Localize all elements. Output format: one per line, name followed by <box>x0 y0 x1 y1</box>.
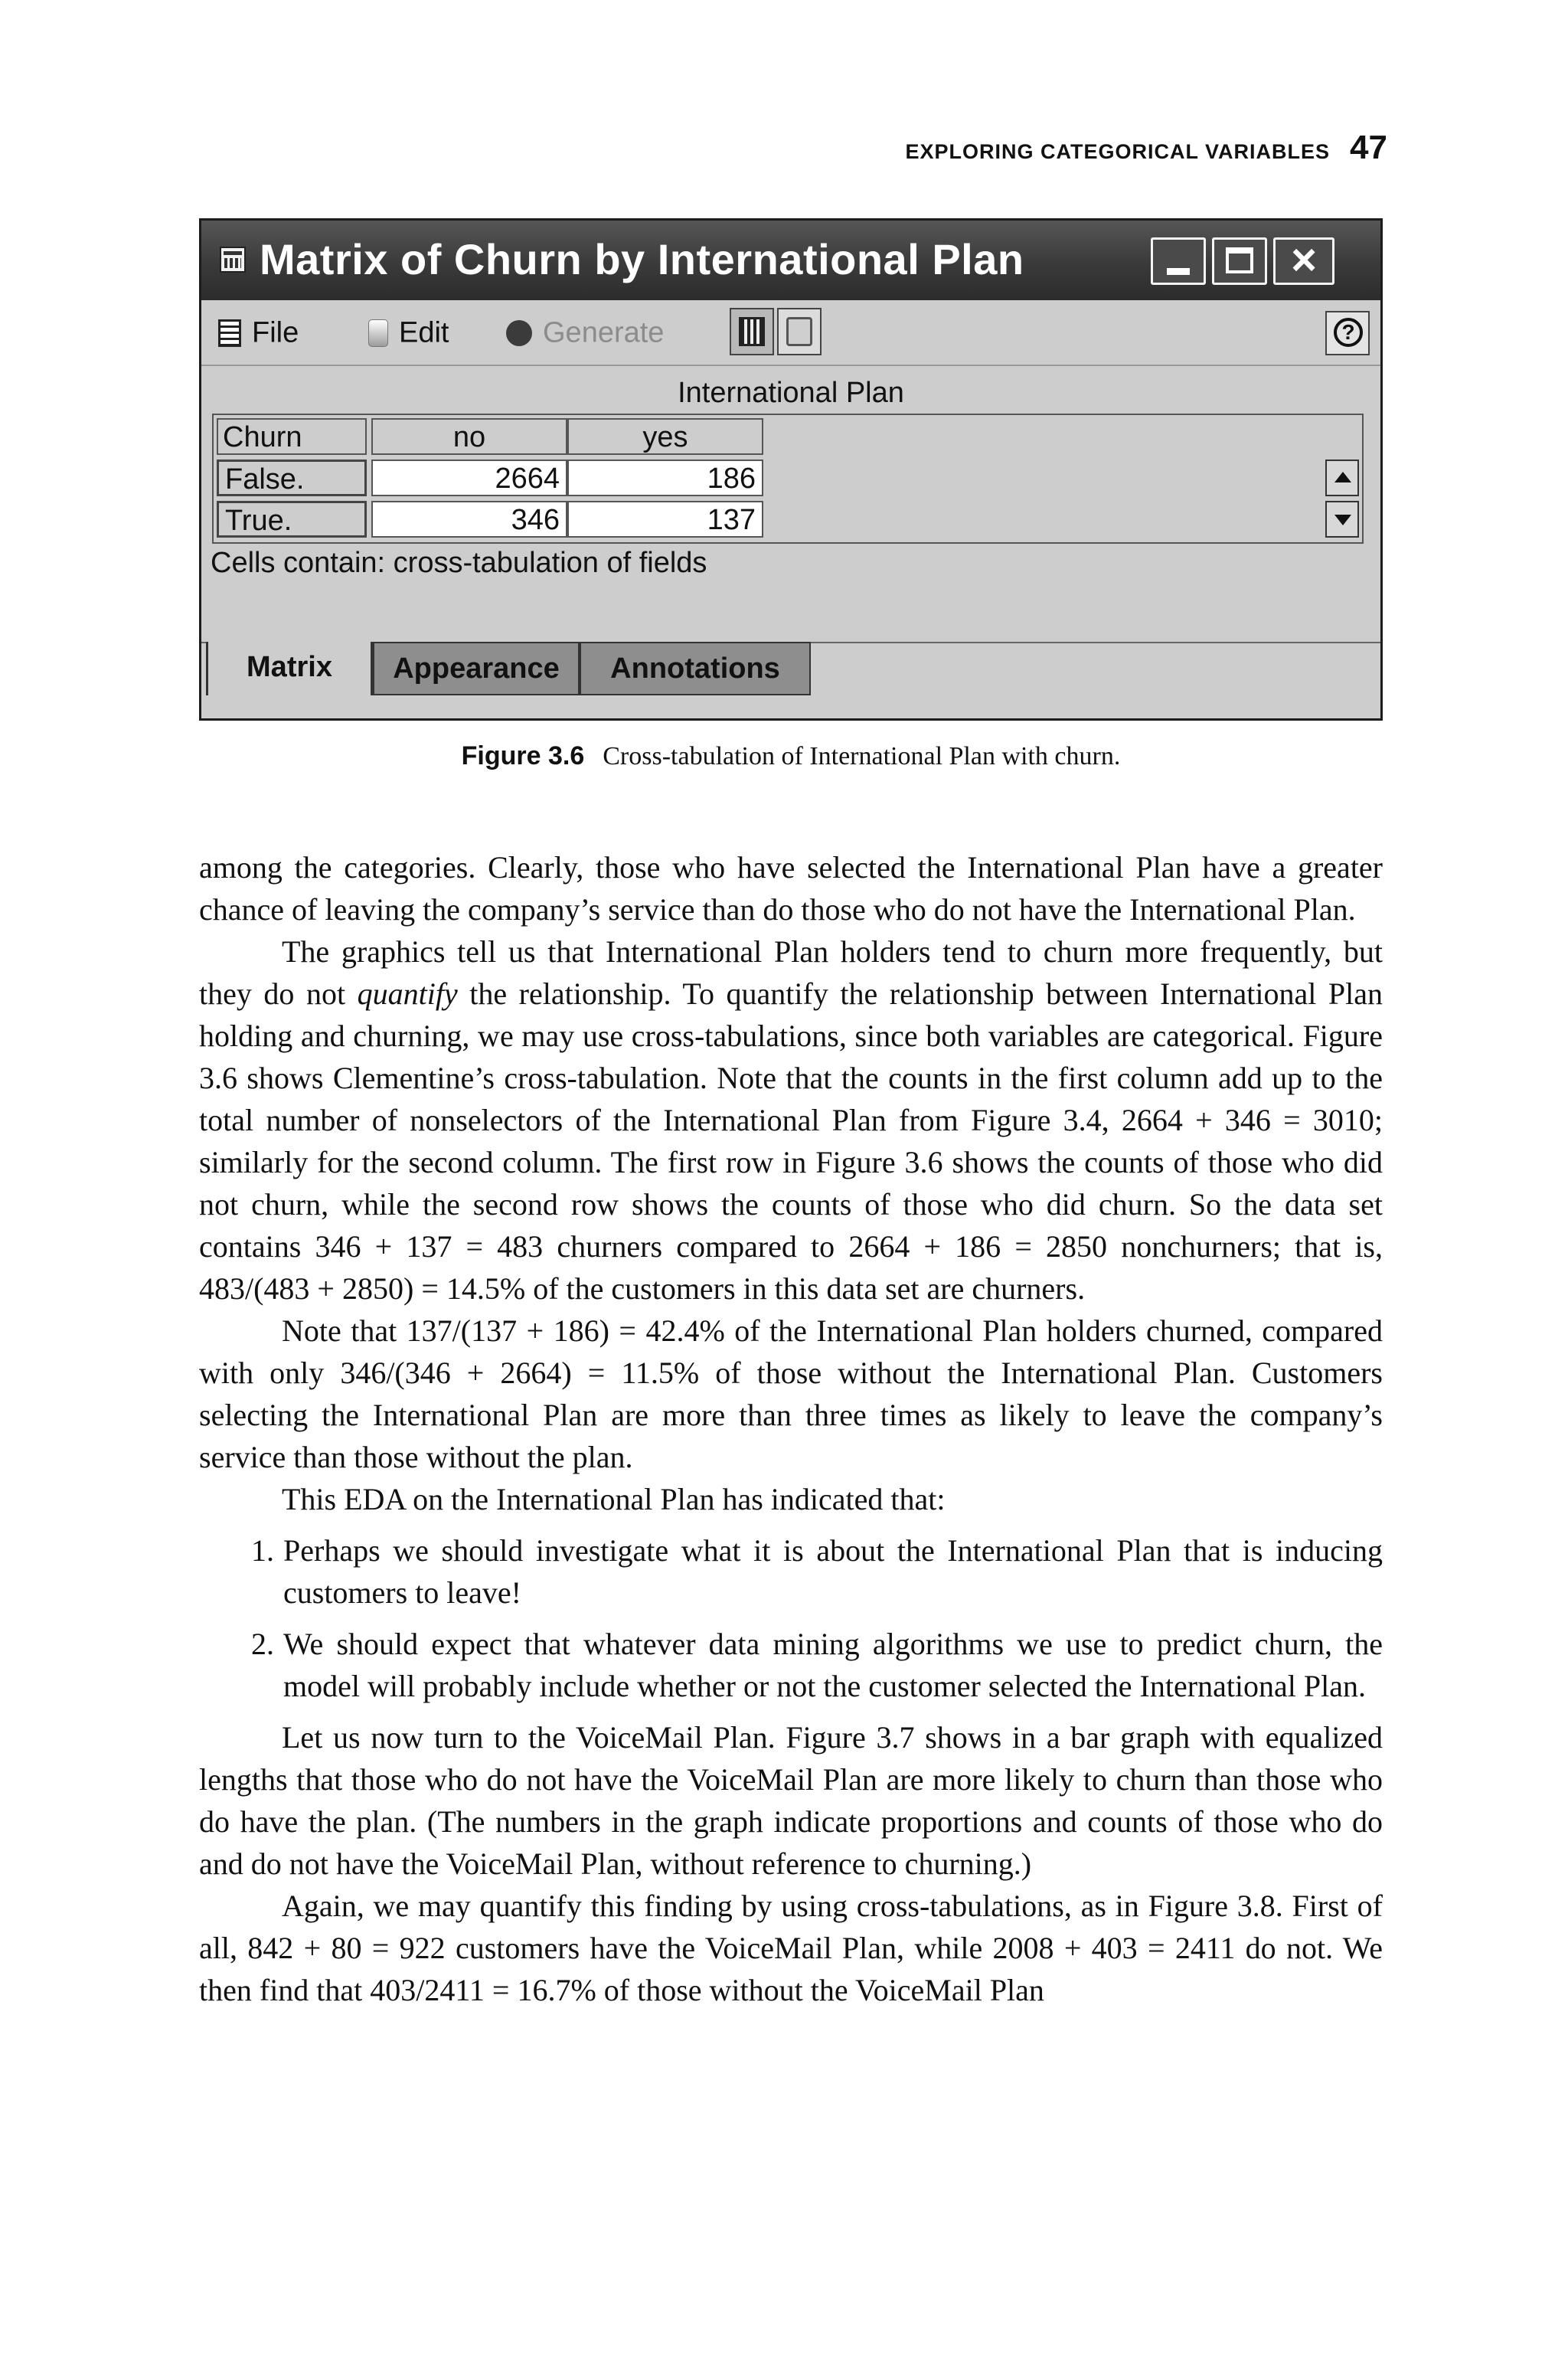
row-header-false[interactable]: False. <box>217 460 367 496</box>
tab-appearance[interactable]: Appearance <box>373 642 580 695</box>
tab-bar <box>201 642 1380 718</box>
print-button[interactable] <box>777 308 822 355</box>
paragraph: Again, we may quantify this finding by using cross-tabulations, as in Figure 3.8. First of all, 842 + 80 = 922 customers have the VoiceMail Plan, while 2008 + 403 = 2411 do not. We then find that 403/2411 = 16.7% of those without the VoiceMail Plan <box>199 1889 1383 2007</box>
edit-icon <box>368 319 388 347</box>
window-titlebar[interactable] <box>201 221 1380 300</box>
table-cell[interactable]: 2664 <box>371 460 567 496</box>
menu-file[interactable] <box>218 316 299 351</box>
figure-number: Figure 3.6 <box>461 741 585 770</box>
paragraph: This EDA on the International Plan has indicated that: <box>282 1482 946 1516</box>
corner-header: Churn <box>217 418 367 455</box>
menu-edit[interactable] <box>368 316 449 351</box>
menu-file-label: File <box>252 316 299 349</box>
close-icon: × <box>1291 235 1317 285</box>
paragraph-text: the relationship. To quantify the relationship between International Plan holding and churning, we may use cross-tabulations, since both variables are categorical. Figure 3.6 shows Clementine’s cross-tabulation. Note that the counts in the first column add up to the total number of nonselectors of the International Plan from Figure 3.4, 2664 + 346 = 3010; similarly for the second column. The first row in Figure 3.6 shows the counts of those who did not churn, while the second row shows the counts of those who did churn. So the data set contains 346 + 137 = 483 churners compared to 2664 + 186 = 2850 nonchurners; that is, 483/(483 + 2850) = 14.5% of the customers in this data set are churners. <box>199 976 1383 1306</box>
cells-contain-note: Cells contain: cross-tabulation of fields <box>211 547 707 579</box>
paragraph: Note that 137/(137 + 186) = 42.4% of the International Plan holders churned, compared with only 346/(346 + 2664) = 11.5% of those without the International Plan. Customers selecting the International Plan are more than three times as likely to leave the company’s service than those without the plan. <box>199 1313 1383 1474</box>
menu-generate[interactable] <box>506 316 664 351</box>
figure-caption-text: Cross-tabulation of International Plan with churn. <box>603 742 1121 770</box>
generate-icon <box>506 320 532 346</box>
paragraph: Let us now turn to the VoiceMail Plan. Figure 3.7 shows in a bar graph with equalized lengths that those who do not have the VoiceMail Plan are more likely to churn than those who do have the plan. (The numbers in the graph indicate proportions and counts of those who do and do not have the VoiceMail Plan, without reference to churning.) <box>199 1720 1383 1881</box>
list-item: 1. Perhaps we should investigate what it is about the International Plan that is inducing customers to leave! <box>282 1529 1383 1614</box>
list-item: 2. We should expect that whatever data mining algorithms we use to predict churn, the model will probably include whether or not the customer selected the International Plan. <box>282 1623 1383 1707</box>
matrix-panel <box>201 366 1380 642</box>
table-cell[interactable]: 346 <box>371 501 567 538</box>
paragraph: among the categories. Clearly, those who have selected the International Plan have a greater chance of leaving the company’s service than do those who do not have the International Plan. <box>199 850 1383 927</box>
column-header-no[interactable]: no <box>371 418 567 455</box>
menu-generate-label: Generate <box>543 316 665 349</box>
table-cell[interactable]: 186 <box>567 460 763 496</box>
printer-icon <box>786 317 812 346</box>
vertical-scrollbar[interactable] <box>1325 460 1359 539</box>
file-icon <box>218 319 241 347</box>
maximize-button[interactable] <box>1212 237 1267 285</box>
tab-matrix[interactable]: Matrix <box>206 642 373 695</box>
page-number: 47 <box>1350 129 1387 166</box>
column-header-yes[interactable]: yes <box>567 418 763 455</box>
numbered-list <box>199 1529 1383 1707</box>
table-icon <box>739 317 765 346</box>
close-button[interactable] <box>1273 237 1334 285</box>
table-app-icon[interactable] <box>220 247 246 273</box>
running-head <box>842 129 1387 175</box>
running-head-title: EXPLORING CATEGORICAL VARIABLES <box>905 140 1331 163</box>
paragraph-text: The graphics tell us that International Plan holders tend to churn more frequently, but they do not <box>199 934 1383 1011</box>
menu-edit-label: Edit <box>399 316 449 349</box>
row-header-true[interactable]: True. <box>217 501 367 538</box>
table-view-button[interactable] <box>730 308 774 355</box>
body-text <box>199 846 1383 2011</box>
crosstab-grid <box>212 414 1364 544</box>
scroll-up-icon[interactable] <box>1325 460 1359 496</box>
emphasis-text: quantify <box>357 976 458 1011</box>
minimize-button[interactable] <box>1151 237 1206 285</box>
table-cell[interactable]: 137 <box>567 501 763 538</box>
window-title: Matrix of Churn by International Plan <box>260 235 1024 283</box>
matrix-window <box>199 218 1383 721</box>
figure-caption <box>199 741 1383 771</box>
scroll-down-icon[interactable] <box>1325 501 1359 538</box>
column-group-label: International Plan <box>678 377 904 409</box>
help-button[interactable] <box>1325 311 1370 355</box>
paragraph <box>199 931 1383 1310</box>
menu-bar <box>201 300 1380 366</box>
help-icon: ? <box>1334 318 1363 347</box>
tab-annotations[interactable]: Annotations <box>580 642 811 695</box>
